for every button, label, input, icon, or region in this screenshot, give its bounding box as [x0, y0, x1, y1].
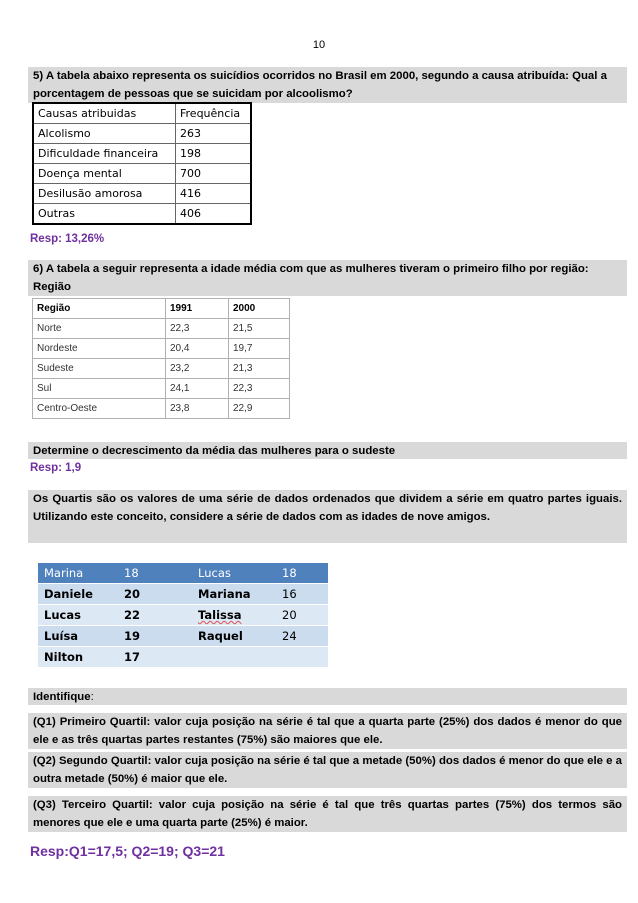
answer-5: Resp: 13,26%	[30, 233, 105, 245]
table-row	[38, 626, 328, 647]
friends-ages-table	[38, 563, 328, 668]
question-6-prompt: Determine o decrescimento da média das mulheres para o sudeste	[28, 442, 627, 459]
table-cell: 21,3	[229, 359, 290, 379]
table-cell: 20,4	[166, 339, 229, 359]
table-cell: 700	[176, 164, 252, 184]
table-cell: Doença mental	[33, 164, 176, 184]
table-row	[33, 124, 251, 144]
table-row	[33, 379, 290, 399]
friend-age: 18	[118, 563, 182, 584]
table-row	[33, 399, 290, 419]
quartis-intro: Os Quartis são os valores de uma série de dados ordenados que dividem a série em quatro partes iguais. Utilizando este conceito, considere a série de dados com as idades de nove amigos.	[28, 490, 627, 543]
friend-name	[192, 605, 276, 626]
friend-name-text: Talissa	[198, 608, 242, 622]
table-row	[38, 605, 328, 626]
friend-age	[276, 647, 328, 668]
table-cell: Centro-Oeste	[33, 399, 166, 419]
table-cell: 23,2	[166, 359, 229, 379]
identifique-label	[28, 688, 627, 705]
friend-name: Mariana	[192, 584, 276, 605]
column-gap	[182, 647, 192, 668]
table-cell: 22,3	[166, 319, 229, 339]
table-cell: 24,1	[166, 379, 229, 399]
table-row	[38, 647, 328, 668]
friend-name: Nilton	[38, 647, 118, 668]
table-cell: 198	[176, 144, 252, 164]
friend-name: Raquel	[192, 626, 276, 647]
table-cell: Desilusão amorosa	[33, 184, 176, 204]
friend-name: Lucas	[38, 605, 118, 626]
question-6: 6) A tabela a seguir representa a idade média com que as mulheres tiveram o primeiro filho por região: Região	[28, 260, 627, 296]
answer-6: Resp: 1,9	[30, 462, 82, 474]
table-cell: Dificuldade financeira	[33, 144, 176, 164]
friend-age: 20	[118, 584, 182, 605]
header-cell: Causas atribuidas	[33, 103, 176, 124]
table-cell: 406	[176, 204, 252, 225]
table-cell: Norte	[33, 319, 166, 339]
table-cell: 21,5	[229, 319, 290, 339]
table-header-row	[33, 299, 290, 319]
table-cell: Nordeste	[33, 339, 166, 359]
region-age-table	[32, 298, 290, 419]
table-row	[33, 144, 251, 164]
table-cell: 416	[176, 184, 252, 204]
quartile-q1-definition: (Q1) Primeiro Quartil: valor cuja posição na série é tal que a quarta parte (25%) dos dados é menor do que ele e as três quartas partes restantes (75%) são maiores que ele.	[28, 713, 627, 749]
table-cell: 23,8	[166, 399, 229, 419]
table-row	[33, 164, 251, 184]
table-cell: 263	[176, 124, 252, 144]
header-cell: 1991	[166, 299, 229, 319]
friend-age: 24	[276, 626, 328, 647]
friend-age: 16	[276, 584, 328, 605]
quartile-q3-definition: (Q3) Terceiro Quartil: valor cuja posição na série é tal que três quartas partes (75%) dos termos são menores que ele e uma quarta parte (25%) é maior.	[28, 796, 627, 832]
table-cell: Outras	[33, 204, 176, 225]
friend-age: 18	[276, 563, 328, 584]
quartis-answer: Resp:Q1=17,5; Q2=19; Q3=21	[30, 843, 225, 859]
column-gap	[182, 563, 192, 584]
table-cell: Alcolismo	[33, 124, 176, 144]
column-gap	[182, 584, 192, 605]
header-cell: Frequência	[176, 103, 252, 124]
table-row	[33, 204, 251, 225]
friend-age: 20	[276, 605, 328, 626]
table-cell: 22,3	[229, 379, 290, 399]
table-cell: 22,9	[229, 399, 290, 419]
friend-name: Luísa	[38, 626, 118, 647]
table-row	[38, 584, 328, 605]
table-cell: Sudeste	[33, 359, 166, 379]
table-row	[33, 184, 251, 204]
question-5: 5) A tabela abaixo representa os suicídios ocorridos no Brasil em 2000, segundo a causa atribuída: Qual a porcentagem de pessoas que se suicidam por alcoolismo?	[28, 67, 627, 103]
page-number: 10	[312, 39, 326, 51]
suicide-causes-table	[32, 102, 252, 225]
friend-name	[192, 647, 276, 668]
table-row	[38, 563, 328, 584]
friend-name: Daniele	[38, 584, 118, 605]
quartile-q2-definition: (Q2) Segundo Quartil: valor cuja posição na série é tal que a metade (50%) dos dados é menor do que ele e a outra metade (50%) é maior que ele.	[28, 752, 627, 788]
friend-age: 22	[118, 605, 182, 626]
identifique-text: Identifique	[33, 691, 91, 703]
friend-age: 17	[118, 647, 182, 668]
column-gap	[182, 626, 192, 647]
friend-name: Marina	[38, 563, 118, 584]
friend-age: 19	[118, 626, 182, 647]
header-cell: Região	[33, 299, 166, 319]
table-header-row	[33, 103, 251, 124]
table-cell: 19,7	[229, 339, 290, 359]
table-row	[33, 319, 290, 339]
column-gap	[182, 605, 192, 626]
identifique-colon: :	[90, 691, 94, 703]
header-cell: 2000	[229, 299, 290, 319]
table-row	[33, 339, 290, 359]
table-cell: Sul	[33, 379, 166, 399]
friend-name: Lucas	[192, 563, 276, 584]
table-row	[33, 359, 290, 379]
